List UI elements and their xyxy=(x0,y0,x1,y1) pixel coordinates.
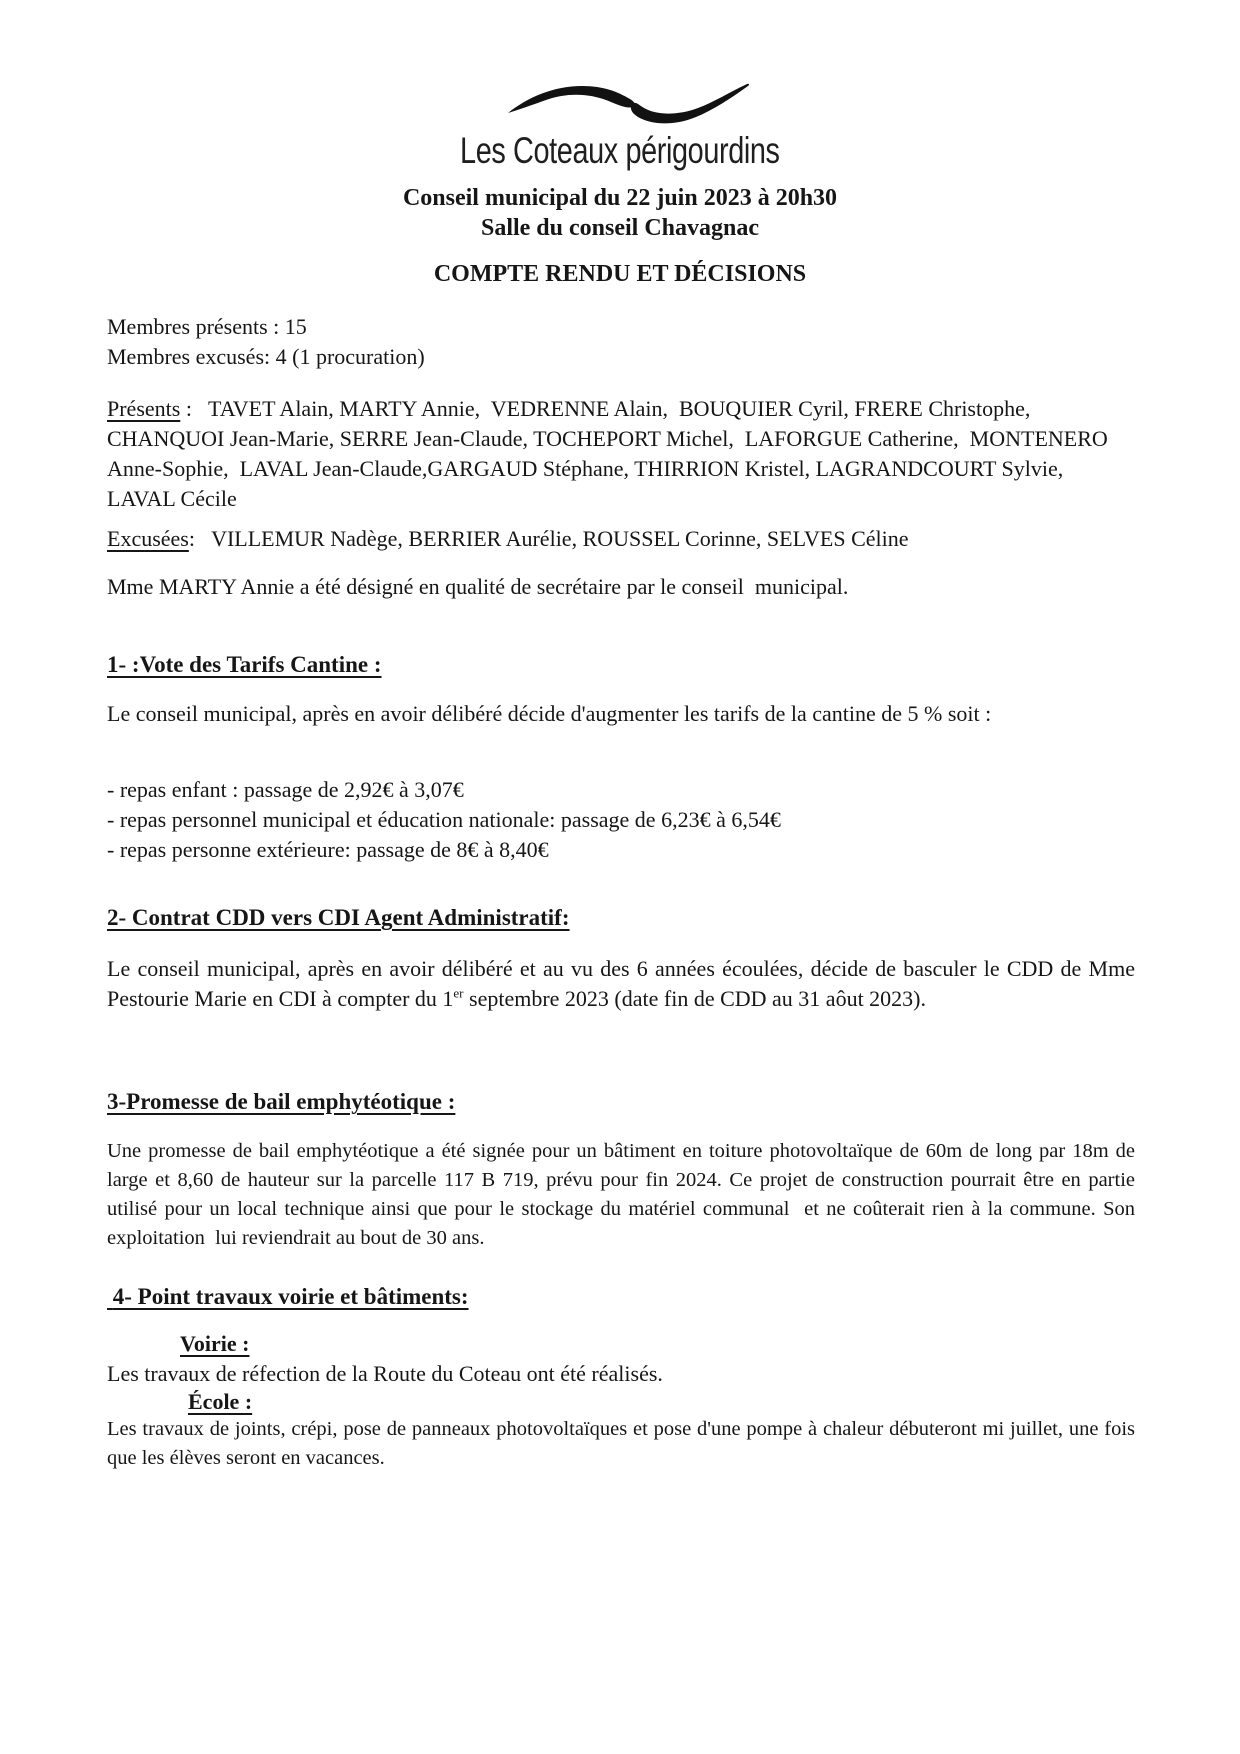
meeting-title: Conseil municipal du 22 juin 2023 à 20h30 xyxy=(402,185,838,211)
cdd-cdi-body-part2: septembre 2023 (date fin de CDD au 31 aôut 2023). xyxy=(463,986,927,1011)
presents-names: TAVET Alain, MARTY Annie, VEDRENNE Alain, BOUQUIER Cyril, FRERE Christophe, CHANQUOI Jean-Marie, SERRE Jean-Claude, TOCHEPORT Michel, LAFORGUE Catherine, MONTENERO Anne-Sophie, LAVAL Jean-Claude,GARGAUD Stéphane, THIRRION Kristel, LAGRANDCOURT Sylvie, LAVAL Cécile xyxy=(107,396,1113,511)
ecole-text: Les travaux de joints, crépi, pose de panneaux photovoltaïques et pose d'une pompe à chaleur débuteront mi juillet, une fois que les élèves seront en vacances. xyxy=(107,1418,1135,1469)
brand-name: Les Coteaux périgourdins xyxy=(460,130,780,171)
section-heading-bail: 3-Promesse de bail emphytéotique : xyxy=(107,1089,456,1114)
attendance-counts xyxy=(107,312,1135,372)
excused-label: Excusées xyxy=(107,526,189,551)
bail-body: Une promesse de bail emphytéotique a été signée pour un bâtiment en toiture photovoltaïque de 60m de long par 18m de large et 8,60 de hauteur sur la parcelle 117 B 719, prévu pour fin 2024. Ce projet de construction pourrait être en partie utilisé pour un local technique ainsi que pour le stockage du matériel communal et ne coûterait rien à la commune. Son exploitation lui reviendrait au bout de 30 ans. xyxy=(107,1140,1141,1249)
cdd-cdi-body xyxy=(107,954,1135,1014)
cantine-intro: Le conseil municipal, après en avoir délibéré décide d'augmenter les tarifs de la cantine de 5 % soit : xyxy=(107,701,992,726)
excused-names: VILLEMUR Nadège, BERRIER Aurélie, ROUSSEL Corinne, SELVES Céline xyxy=(211,526,909,551)
cantine-item: - repas personnel municipal et éducation nationale: passage de 6,23€ à 6,54€ xyxy=(107,807,781,832)
cdd-cdi-body-part1: Le conseil municipal, après en avoir délibéré et au vu des 6 années écoulées, décide de basculer le CDD de Mme Pestourie Marie en CDI à compter du 1 xyxy=(107,956,1135,1011)
secretary-note: Mme MARTY Annie a été désigné en qualité de secrétaire par le conseil municipal. xyxy=(107,574,849,599)
presents-list xyxy=(107,394,1135,514)
present-count: Membres présents : 15 xyxy=(107,314,307,339)
section-heading-travaux: 4- Point travaux voirie et bâtiments: xyxy=(107,1284,469,1309)
cantine-item: - repas personne extérieure: passage de 8€ à 8,40€ xyxy=(107,837,549,862)
cantine-items xyxy=(107,775,1135,865)
section-heading-cdd-cdi: 2- Contrat CDD vers CDI Agent Administratif: xyxy=(107,905,570,930)
cantine-item: - repas enfant : passage de 2,92€ à 3,07€ xyxy=(107,777,464,802)
cdd-cdi-superscript: er xyxy=(453,985,464,1001)
section-heading-cantine: 1- :Vote des Tarifs Cantine : xyxy=(107,652,382,677)
excused-count: Membres excusés: 4 (1 procuration) xyxy=(107,344,425,369)
presents-separator: : xyxy=(180,396,209,421)
voirie-label: Voirie : xyxy=(180,1331,250,1356)
voirie-text: Les travaux de réfection de la Route du Coteau ont été réalisés. xyxy=(107,1361,663,1386)
brand-wave-logo-icon xyxy=(506,80,752,132)
doc-title: COMPTE RENDU ET DÉCISIONS xyxy=(433,261,807,287)
presents-label: Présents xyxy=(107,396,181,421)
excused-list xyxy=(107,524,1135,554)
ecole-label: École : xyxy=(188,1389,253,1414)
meeting-place: Salle du conseil Chavagnac xyxy=(480,215,760,241)
brand-wordmark xyxy=(0,131,1240,171)
excused-separator: : xyxy=(188,526,212,551)
